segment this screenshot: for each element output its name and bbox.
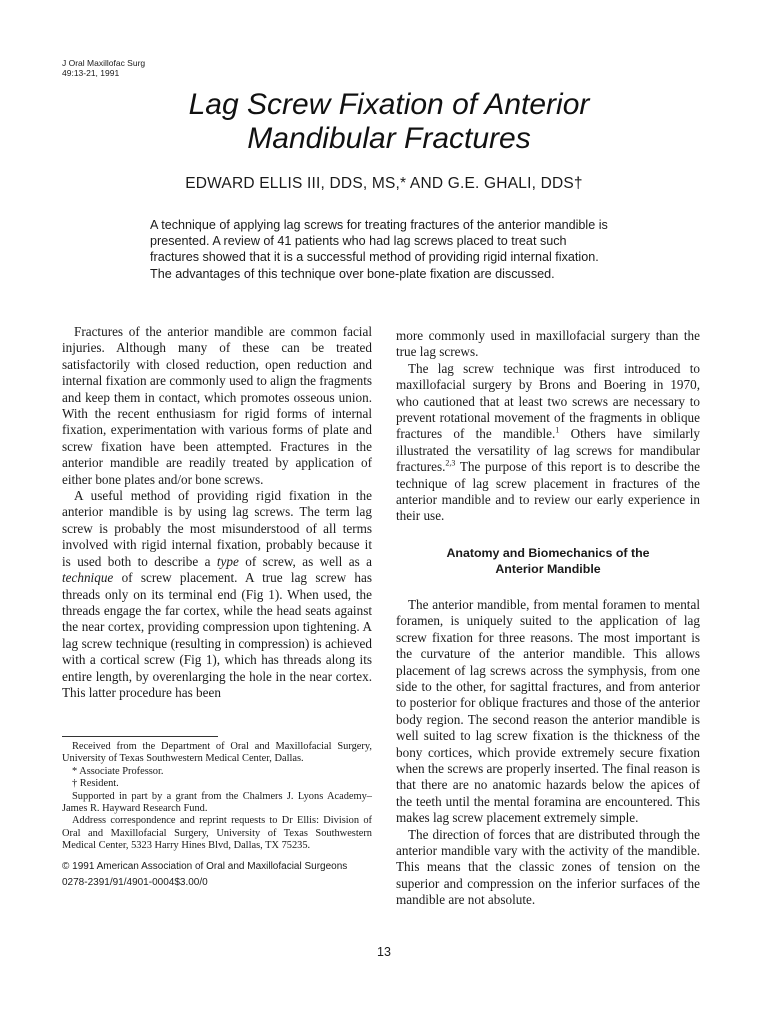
footnote-support: Supported in part by a grant from the Chalmers J. Lyons Academy–James R. Hayward Research Fund. — [62, 790, 372, 815]
paragraph — [396, 361, 700, 525]
paragraph: Fractures of the anterior mandible are common facial injuries. Although many of these can be treated satisfactorily with closed reduction, open reduction and internal fixation are commonly used to align the fragments and keep them in contact, which promotes osseous union. With the recent enthusiasm for rigid forms of internal fixation, experimentation with various forms of plate and screw fixation have been attempted. Fractures in the anterior mandible are readily treated by application of either bone plates and/or bone screws. — [62, 324, 372, 487]
footnotes — [62, 741, 372, 889]
paragraph — [62, 488, 372, 701]
right-column — [396, 328, 700, 909]
section-heading-line: Anatomy and Biomechanics of the — [446, 545, 650, 560]
paragraph: more commonly used in maxillofacial surgery than the true lag screws. — [396, 328, 700, 360]
page-number: 13 — [377, 945, 391, 959]
title-line-2: Mandibular Fractures — [247, 122, 531, 155]
paragraph: The direction of forces that are distributed through the anterior mandible vary with the activity of the mandible. This means that the classic zones of tension on the superior and compression on the inferior surfaces of the mandible are not absolute. — [396, 826, 700, 908]
section-heading-line: Anterior Mandible — [495, 561, 601, 576]
title-line-1: Lag Screw Fixation of Anterior — [188, 88, 590, 121]
text-run: A useful method of providing rigid fixation in the anterior mandible is by using lag screws. The term lag screw is probably the most misunderstood of all terms involved with rigid internal fixation, probably because it is used both to describe a — [62, 488, 372, 569]
text-run: of screw placement. A true lag screw has threads only on its terminal end (Fig 1). When used, the threads engage the far cortex, while the head seats against the near cortex, providing compression upon tightening. A lag screw technique (resulting in compression) is achieved with a cortical screw (Fig 1), which has threads along its entire length, by overenlarging the hole in the near cortex. This latter procedure has been — [62, 570, 372, 700]
footnote-address: Address correspondence and reprint requests to Dr Ellis: Division of Oral and Maxillofacial Surgery, University of Texas Southwestern Medical Center, 5323 Harry Hines Blvd, Dallas, TX 75235. — [62, 815, 372, 852]
authors: EDWARD ELLIS III, DDS, MS,* AND G.E. GHALI, DDS† — [185, 175, 583, 192]
journal-volume: 49:13-21, 1991 — [62, 68, 120, 78]
footnote-code: 0278-2391/91/4901-0004$3.00/0 — [62, 877, 208, 889]
citation: 1 — [555, 426, 560, 436]
text-run: of screw, as well as a — [238, 553, 372, 569]
footnote-divider — [62, 736, 218, 737]
article-title — [0, 88, 768, 156]
emphasis: technique — [62, 570, 114, 586]
abstract: A technique of applying lag screws for treating fractures of the anterior mandible is presented. A review of 41 patients who had lag screws placed to treat such fractures showed that it is a successful method of providing rigid internal fixation. The advantages of this technique over bone-plate fixation are discussed. — [150, 218, 608, 281]
journal-citation — [62, 58, 145, 78]
text-run: The lag screw technique was first introduced to maxillofacial surgery by Brons and Boering in 1970, who cautioned that at least two screws are necessary to prevent rotational movement of the fragments in oblique fractures of the mandible. — [396, 360, 700, 442]
section-heading — [396, 545, 700, 577]
citation: 2,3 — [445, 458, 456, 468]
journal-name: J Oral Maxillofac Surg — [62, 58, 146, 68]
footnote-copyright: © 1991 American Association of Oral and Maxillofacial Surgeons — [62, 860, 348, 872]
footnote-associate: * Associate Professor. — [72, 765, 164, 777]
emphasis: type — [216, 553, 239, 569]
text-run: Others have similarly illustrated the versatility of lag screws for mandibular fractures. — [396, 426, 700, 475]
left-column — [62, 324, 372, 701]
footnote-resident: † Resident. — [72, 778, 119, 790]
paragraph: The anterior mandible, from mental foramen to mental foramen, is uniquely suited to the application of lag screw fixation for three reasons. The most important is the curvature of the anterior mandible. This allows placement of lag screws across the symphysis, from one side to the other, for sagittal fractures, and from anterior to posterior for oblique fractures and those of the anterior body region. The second reason the anterior mandible is well suited to lag screw fixation is the thickness of the bony cortices, which provide extremely secure fixation when the screws are properly inserted. The final reason is that there are no anatomic hazards below the apices of the teeth until the mental foramina are encountered. This makes lag screw placement extremely simple. — [396, 596, 700, 826]
footnote-received: Received from the Department of Oral and Maxillofacial Surgery, University of Texas Southwestern Medical Center, Dallas. — [62, 741, 372, 765]
text-run: The purpose of this report is to describe the technique of lag screw placement in fractures of the anterior mandible and to review our early experience in their use. — [396, 459, 700, 524]
